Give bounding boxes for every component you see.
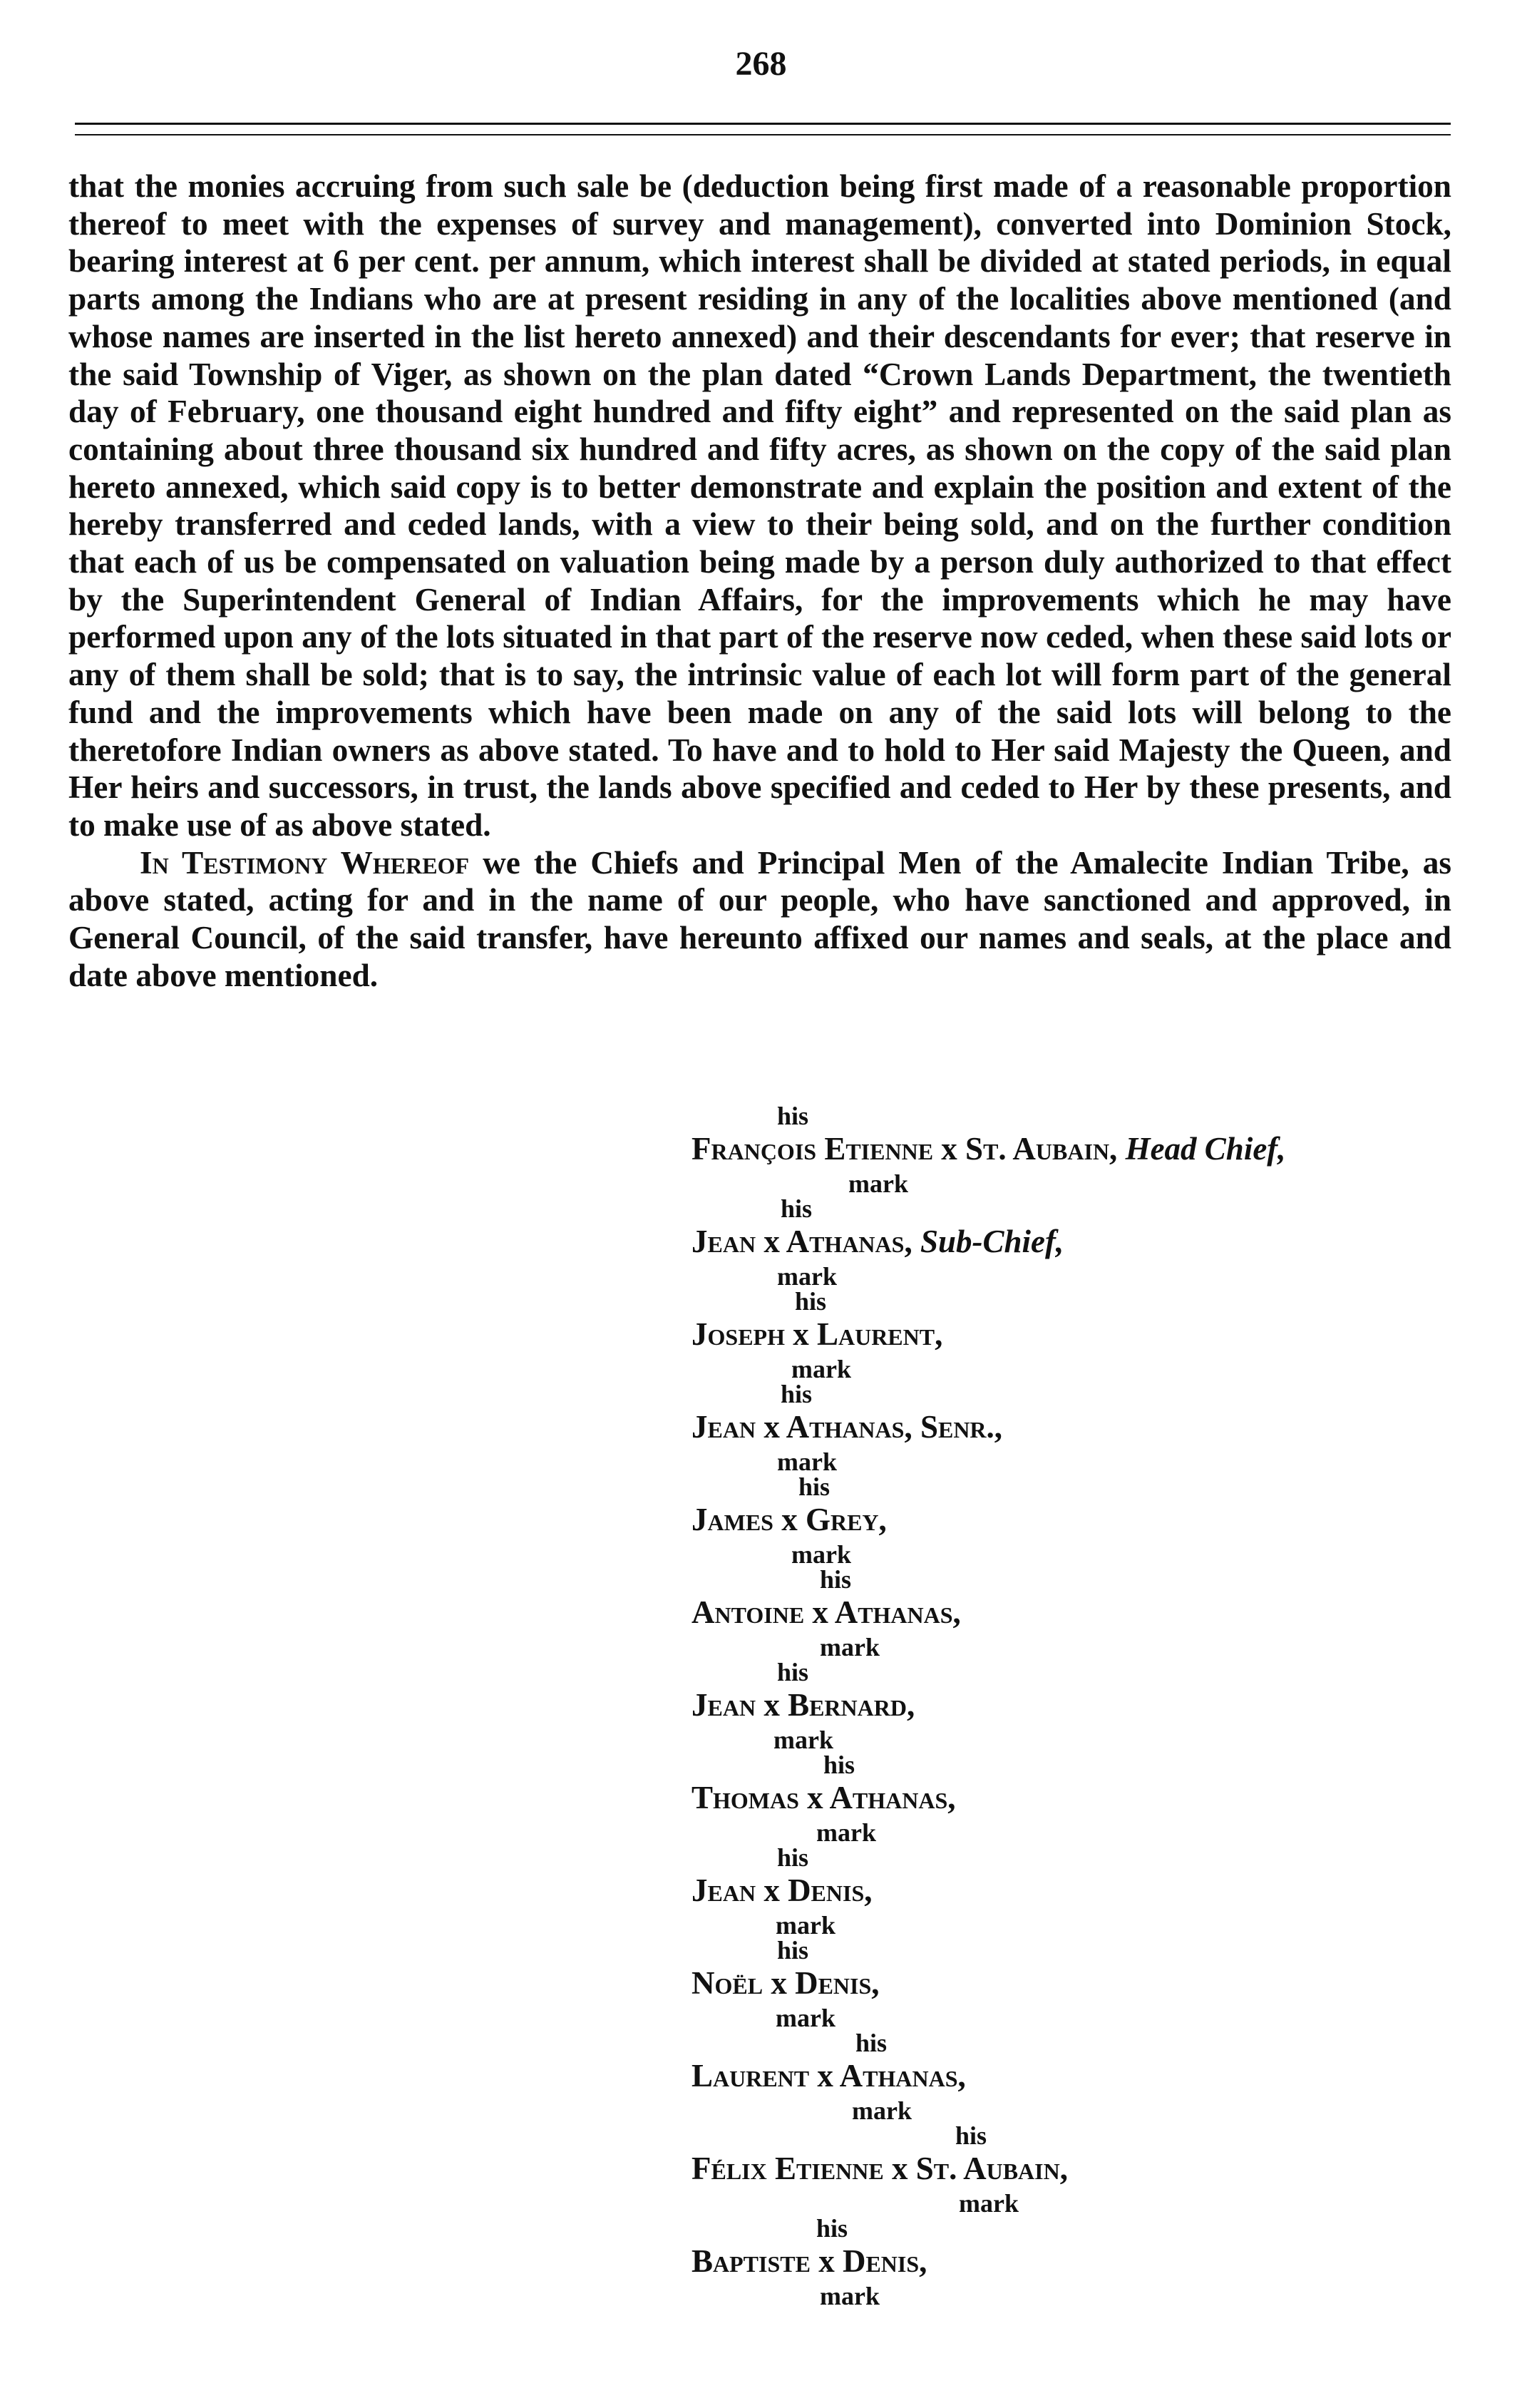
signature-entry [691,1194,1461,1291]
testimony-text: we the Chiefs and Principal Men of the Amalecite Indian Tribe, as above stated, acting for and in the name of our people, who have sanctioned and approved, in General Council, of the said transfer, have hereunto affixed our names and seals, at the place and date above mentioned. [68,844,1451,993]
mark-label: mark [820,1633,880,1661]
signature-entry [691,2215,1461,2308]
mark-label: mark [776,2004,835,2032]
his-label: his [777,1843,809,1872]
mark-label: mark [777,1262,837,1291]
mark-label: mark [791,1540,851,1569]
x-mark: x [812,1594,828,1630]
signature-entry [691,2030,1461,2123]
signatory-name: James x Grey, [691,1502,887,1537]
his-label: his [823,1751,855,1779]
his-label: his [777,1102,809,1130]
x-mark: x [793,1316,809,1352]
x-mark: x [781,1502,798,1537]
his-label: his [955,2121,987,2150]
signatory-name: Antoine x Athanas, [691,1594,961,1630]
his-label: his [798,1472,831,1501]
signatory-name: Félix Etienne x St. Aubain, [691,2151,1068,2186]
x-mark: x [763,1872,780,1908]
x-mark: x [763,1409,780,1445]
signature-entry [691,2121,1461,2218]
signatory-title: Sub-Chief, [920,1224,1064,1259]
signatory-name: Jean x Athanas, Senr., [691,1409,1003,1445]
signature-entry [691,1937,1461,2030]
mark-label: mark [791,1355,851,1383]
paragraph-testimony [68,844,1451,995]
paragraph-treaty-terms: that the monies accruing from such sale be (deduction being first made of a reasonable proportion thereof to meet with the expenses of survey and management), converted into Dominion Stock, bearing interest at 6 per cent. per annum, which interest shall be divided at stated periods, in equal parts among the Indians who are at present residing in any of the localities above mentioned (and whose names are inserted in the list hereto annexed) and their descendants for ever; that reserve in the said Township of Viger, as shown on the plan dated “Crown Lands Department, the twentieth day of February, one thousand eight hundred and fifty eight” and represented on the said plan as containing about three thousand six hundred and fifty acres, as shown on the copy of the said plan hereto annexed, which said copy is to better demonstrate and explain the position and extent of the hereby transferred and ceded lands, with a view to their being sold, and on the further condition that each of us be compensated on valuation being made by a person duly authorized to that effect by the Superintendent General of Indian Affairs, for the improvements which he may have performed upon any of the lots situated in that part of the reserve now ceded, when these said lots or any of them shall be sold; that is to say, the intrinsic value of each lot will form part of the general fund and the improvements which have been made on any of the said lots will belong to the theretofore Indian owners as above stated. To have and to hold to Her said Majesty the Queen, and Her heirs and successors, in trust, the lands above specified and ceded to Her by these presents, and to make use of as above stated. [68,168,1451,843]
mark-label: mark [776,1911,835,1940]
signature-entry [691,1659,1461,1752]
signature-entry [691,1103,1461,1196]
mark-label: mark [773,1726,833,1754]
mark-label: mark [848,1169,908,1198]
signatory-name: Joseph x Laurent, [691,1316,943,1352]
mark-label: mark [777,1448,837,1476]
his-label: his [777,1936,809,1964]
signatory-name: Laurent x Athanas, [691,2058,966,2094]
signature-list [691,1103,1461,2308]
testimony-lead: In Testimony Whereof [140,844,470,881]
signatory-name: Jean x Bernard, [691,1687,915,1723]
x-mark: x [807,1780,823,1815]
page-number: 268 [735,45,787,83]
mark-label: mark [852,2096,912,2125]
header-rule [75,123,1451,125]
signatory-name: Noël x Denis, [691,1965,880,2001]
signature-entry [691,1752,1461,1845]
x-mark: x [818,2243,835,2279]
his-label: his [820,1565,852,1594]
signature-entry [691,1567,1461,1659]
his-label: his [781,1380,813,1408]
his-label: his [795,1287,827,1316]
body-text [68,168,1451,994]
signatory-name: Thomas x Athanas, [691,1780,956,1815]
his-label: his [855,2029,888,2057]
signatory-name: Baptiste x Denis, [691,2243,927,2279]
signatory-title: Head Chief, [1125,1131,1286,1167]
signature-entry [691,1381,1461,1474]
x-mark: x [941,1131,957,1167]
x-mark: x [891,2151,908,2186]
mark-label: mark [959,2189,1019,2218]
x-mark: x [771,1965,787,2001]
signatory-name: Jean x Athanas, Sub-Chief, [691,1224,1064,1259]
x-mark: x [817,2058,833,2094]
signature-entry [691,1474,1461,1567]
his-label: his [781,1194,813,1223]
signature-entry [691,1843,1461,1940]
mark-label: mark [820,2282,880,2310]
signatory-name: Jean x Denis, [691,1872,873,1908]
mark-label: mark [816,1818,876,1847]
header-rule-thin [75,134,1451,135]
signature-entry [691,1288,1461,1381]
signatory-name: François Etienne x St. Aubain, Head Chief, [691,1131,1286,1167]
x-mark: x [763,1224,780,1259]
x-mark: x [763,1687,780,1723]
his-label: his [816,2214,848,2243]
his-label: his [777,1658,809,1686]
